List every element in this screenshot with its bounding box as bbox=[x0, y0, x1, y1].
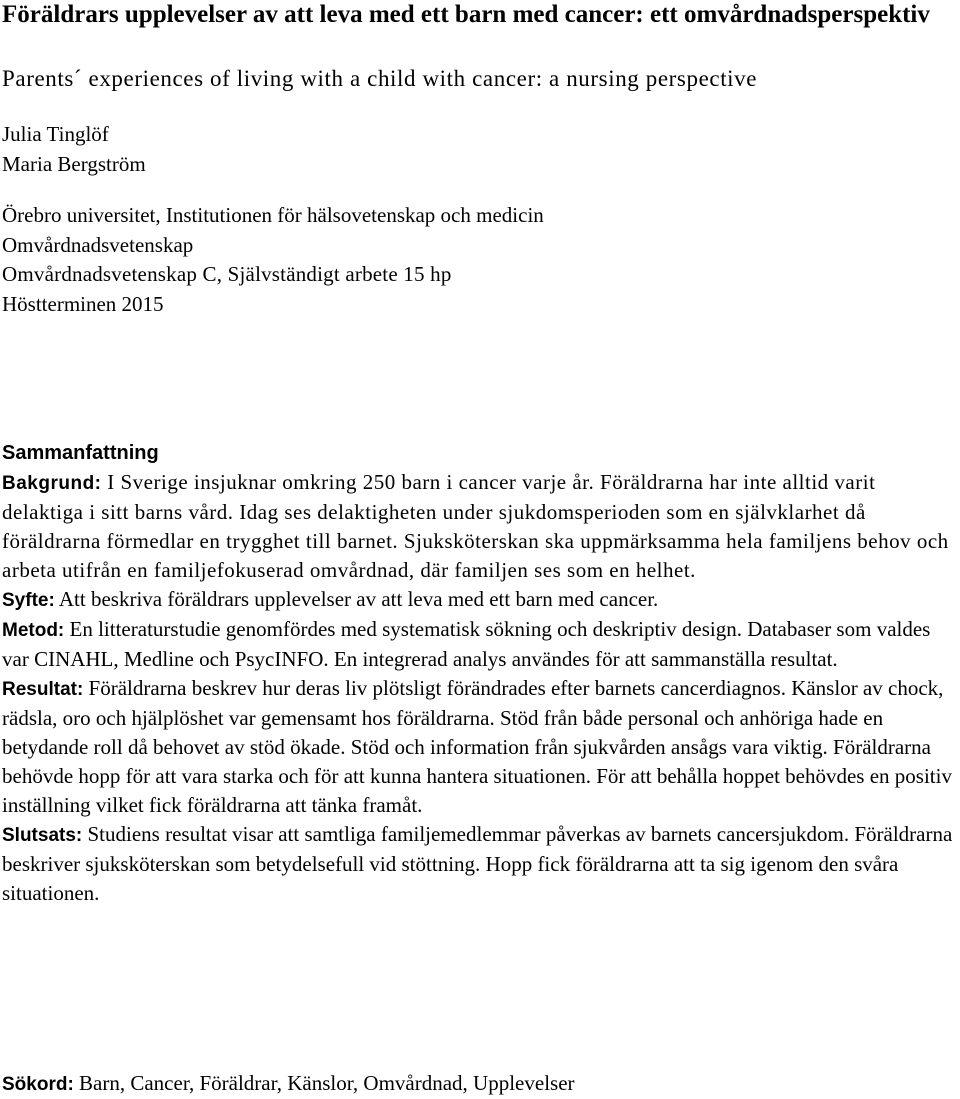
document-subtitle-english: Parents´ experiences of living with a child with cancer: a nursing perspective bbox=[2, 66, 758, 91]
keywords-text: Barn, Cancer, Föräldrar, Känslor, Omvårdnad, Upplevelser bbox=[73, 1071, 575, 1095]
background-label: Bakgrund: bbox=[2, 473, 102, 494]
course-line: Omvårdnadsvetenskap C, Självständigt arbete 15 hp bbox=[2, 262, 452, 286]
background-paragraph bbox=[2, 468, 957, 585]
results-text: Föräldrarna beskrev hur deras liv plötsligt förändrades efter barnets cancerdiagnos. Känslor av chock, rädsla, oro och hjälplöshet var gemensamt hos föräldrarna. Stöd från både personal och anhöriga hade en betydande roll då behovet av stöd ökade. Stöd och information från sjukvården ansågs vara viktig. Föräldrarna behövde hopp för att vara starka och för att kunna hantera situationen. För att behålla hoppet behövdes en positiv inställning vilket fick föräldrarna att tänka framåt. bbox=[2, 676, 952, 817]
author-name: Maria Bergström bbox=[2, 152, 146, 176]
method-label: Metod: bbox=[2, 620, 65, 641]
results-label: Resultat: bbox=[2, 679, 84, 700]
results-paragraph bbox=[2, 674, 957, 820]
aim-label: Syfte: bbox=[2, 590, 55, 611]
method-text: En litteraturstudie genomfördes med systematisk sökning och deskriptiv design. Databaser som valdes var CINAHL, Medline och PsycINFO. En integrerad analys användes för att sammanställa resultat. bbox=[2, 617, 931, 671]
keywords-label: Sökord: bbox=[2, 1074, 74, 1095]
document-title: Föräldrars upplevelser av att leva med ett barn med cancer: ett omvårdnadsperspektiv bbox=[2, 1, 930, 28]
subject-line: Omvårdnadsvetenskap bbox=[2, 233, 194, 257]
aim-paragraph bbox=[2, 585, 957, 615]
term-line: Höstterminen 2015 bbox=[2, 292, 164, 316]
aim-text: Att beskriva föräldrars upplevelser av att leva med ett barn med cancer. bbox=[54, 587, 659, 611]
conclusion-text: Studiens resultat visar att samtliga familjemedlemmar påverkas av barnets cancersjukdom. Föräldrarna beskriver sjuksköterskan som betydelsefull vid stöttning. Hopp fick föräldrarna att ta sig igenom den svåra situationen. bbox=[2, 822, 953, 905]
conclusion-label: Slutsats: bbox=[2, 825, 83, 846]
method-paragraph bbox=[2, 615, 957, 674]
abstract-body bbox=[2, 468, 957, 908]
keywords-line bbox=[2, 1069, 575, 1099]
conclusion-paragraph bbox=[2, 820, 957, 908]
background-text: I Sverige insjuknar omkring 250 barn i cancer varje år. Föräldrarna har inte alltid varit delaktiga i sitt barns vård. Idag ses delaktigheten under sjukdomsperioden som en självklarhet då föräldrarna förmedlar en trygghet till barnet. Sjuksköterskan ska uppmärksamma hela familjens behov och arbeta utifrån en familjefokuserad omvårdnad, där familjen ses som en helhet. bbox=[2, 470, 949, 582]
institution-line: Örebro universitet, Institutionen för hälsovetenskap och medicin bbox=[2, 203, 544, 227]
summary-heading: Sammanfattning bbox=[2, 442, 159, 464]
author-name: Julia Tinglöf bbox=[2, 122, 109, 146]
